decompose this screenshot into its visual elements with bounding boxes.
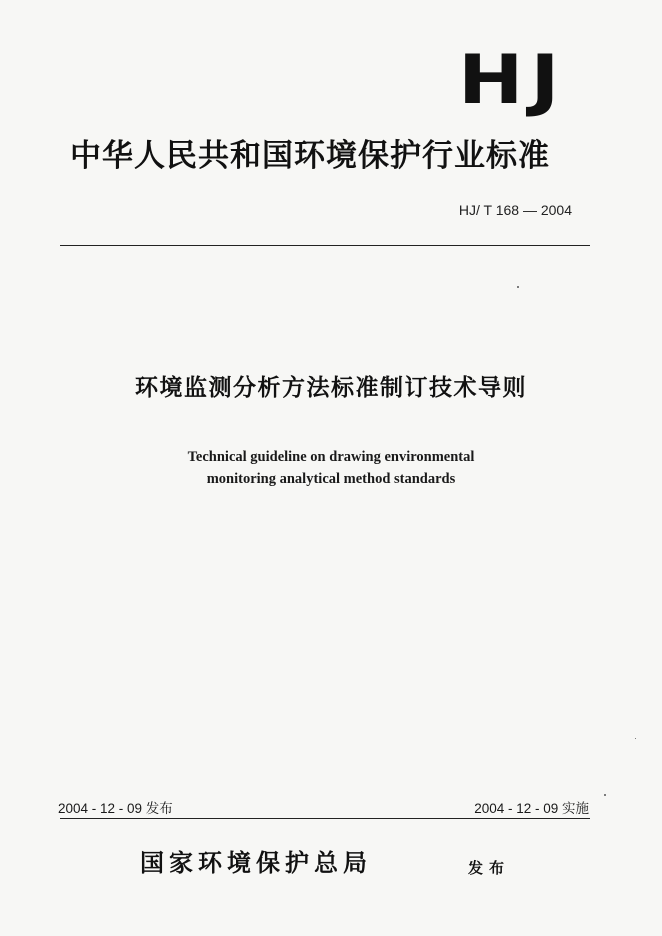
document-title-english — [0, 446, 662, 490]
document-title-english-line-2: monitoring analytical method standards — [206, 471, 456, 487]
top-divider — [60, 245, 590, 246]
issue-date: 2004 - 12 - 09 发布 — [58, 801, 173, 816]
document-title-english-line-1: Technical guideline on drawing environmental — [187, 449, 475, 465]
issuing-authority: 国家环境保护总局 — [140, 848, 372, 877]
issuing-action: 发布 — [468, 859, 511, 877]
scan-speck — [635, 738, 636, 739]
scan-speck — [517, 286, 519, 288]
scan-speck — [604, 794, 606, 796]
implementation-date: 2004 - 12 - 09 实施 — [474, 801, 589, 816]
standard-number: HJ/ T 168 — 2004 — [458, 202, 572, 218]
document-title-chinese: 环境监测分析方法标准制订技术导则 — [135, 375, 527, 401]
bottom-divider — [60, 818, 590, 819]
issuing-body-title: 中华人民共和国环境保护行业标准 — [70, 138, 550, 174]
hj-logo: HJ — [458, 41, 567, 120]
